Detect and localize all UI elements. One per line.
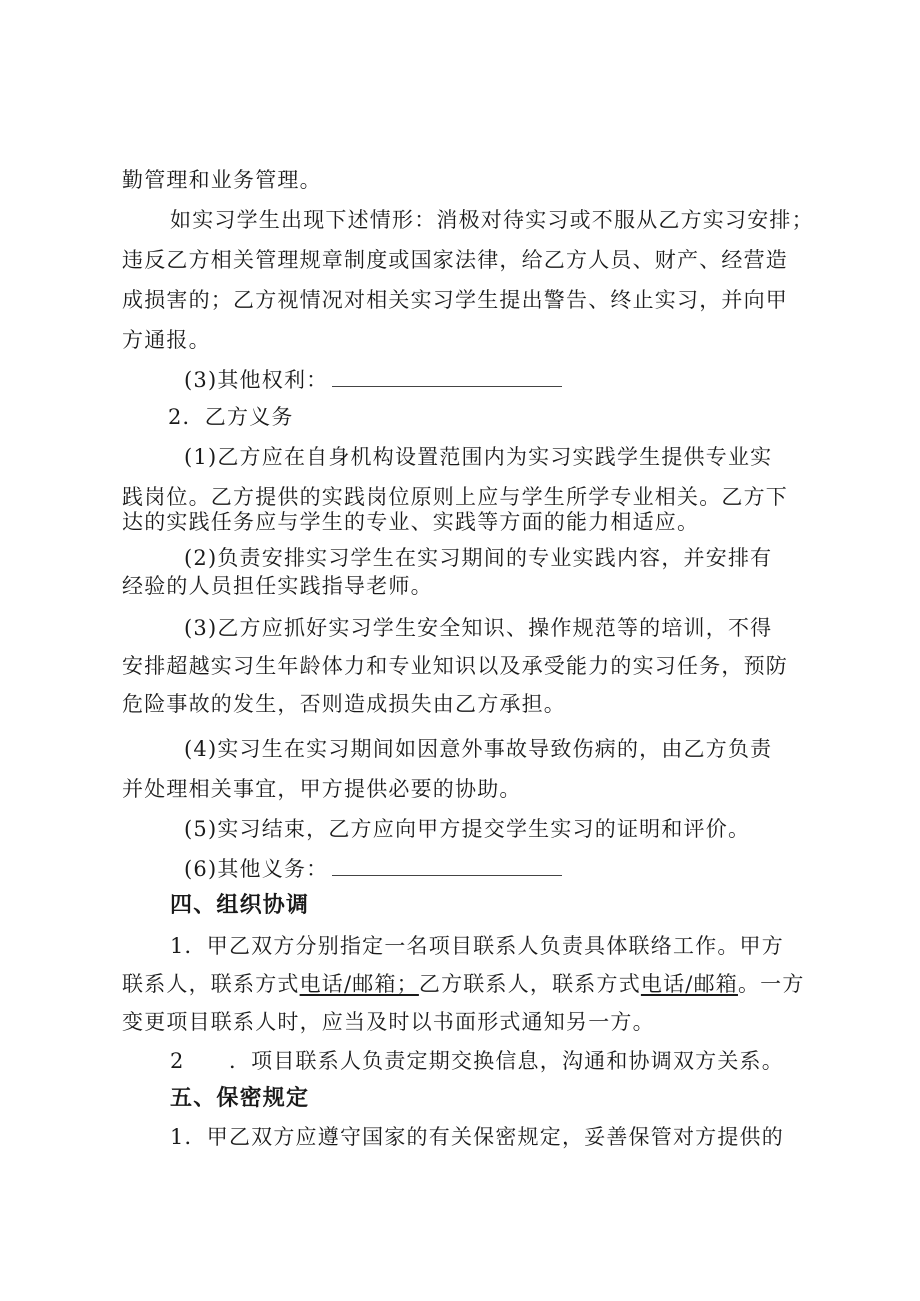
- text-line: (2)负责安排实习学生在实习期间的专业实践内容，并安排有: [184, 546, 773, 570]
- field-label: (3)其他权利：: [184, 368, 329, 392]
- fill-in-blank: [332, 857, 562, 876]
- section-heading: 四、组织协调: [170, 893, 310, 918]
- text-line: 2 ．项目联系人负责定期交换信息，沟通和协调双方关系。: [170, 1049, 784, 1073]
- text-line-contact: [122, 970, 805, 998]
- text-segment: 联系人，联系方式: [122, 972, 300, 996]
- text-line: 经验的人员担任实践指导老师。: [122, 574, 433, 598]
- underlined-contact-2: 电话/邮箱: [640, 972, 738, 996]
- text-line: 勤管理和业务管理。: [122, 168, 322, 192]
- text-line: 危险事故的发生，否则造成损失由乙方承担。: [122, 692, 566, 716]
- text-line: 并处理相关事宜，甲方提供必要的协助。: [122, 777, 522, 801]
- text-line: (3)乙方应抓好实习学生安全知识、操作规范等的培训，不得: [184, 616, 773, 640]
- text-line: 安排超越实习生年龄体力和专业知识以及承受能力的实习任务，预防: [122, 654, 788, 678]
- text-line: 践岗位。乙方提供的实践岗位原则上应与学生所学专业相关。乙方下: [122, 485, 788, 509]
- text-segment: 。一方: [737, 972, 805, 996]
- text-line-with-blank: [184, 366, 562, 394]
- text-line: 方通报。: [122, 328, 211, 352]
- text-line: 违反乙方相关管理规章制度或国家法律，给乙方人员、财产、经营造: [122, 248, 788, 272]
- text-line: (4)实习生在实习期间如因意外事故导致伤病的，由乙方负责: [184, 737, 773, 761]
- text-line: 变更项目联系人时，应当及时以书面形式通知另一方。: [122, 1010, 655, 1034]
- text-line: 如实习学生出现下述情形：消极对待实习或不服从乙方实习安排；: [170, 208, 814, 232]
- text-line: 达的实践任务应与学生的专业、实践等方面的能力相适应。: [122, 510, 700, 534]
- text-line-with-blank: [184, 855, 562, 883]
- text-line: 1．甲乙双方应遵守国家的有关保密规定，妥善保管对方提供的: [170, 1125, 784, 1149]
- text-line: 成损害的；乙方视情况对相关实习学生提出警告、终止实习，并向甲: [122, 288, 788, 312]
- section-heading: 五、保密规定: [170, 1086, 310, 1111]
- section-subtitle: 2．乙方义务: [168, 405, 294, 429]
- underlined-contact-1: 电话/邮箱；: [299, 972, 419, 996]
- fill-in-blank: [332, 368, 562, 387]
- text-line: 1．甲乙双方分别指定一名项目联系人负责具体联络工作。甲方: [170, 934, 784, 958]
- text-line: (1)乙方应在自身机构设置范围内为实习实践学生提供专业实: [184, 445, 773, 469]
- field-label: (6)其他义务：: [184, 857, 329, 881]
- text-line: (5)实习结束，乙方应向甲方提交学生实习的证明和评价。: [184, 817, 751, 841]
- text-segment: 乙方联系人，联系方式: [418, 972, 641, 996]
